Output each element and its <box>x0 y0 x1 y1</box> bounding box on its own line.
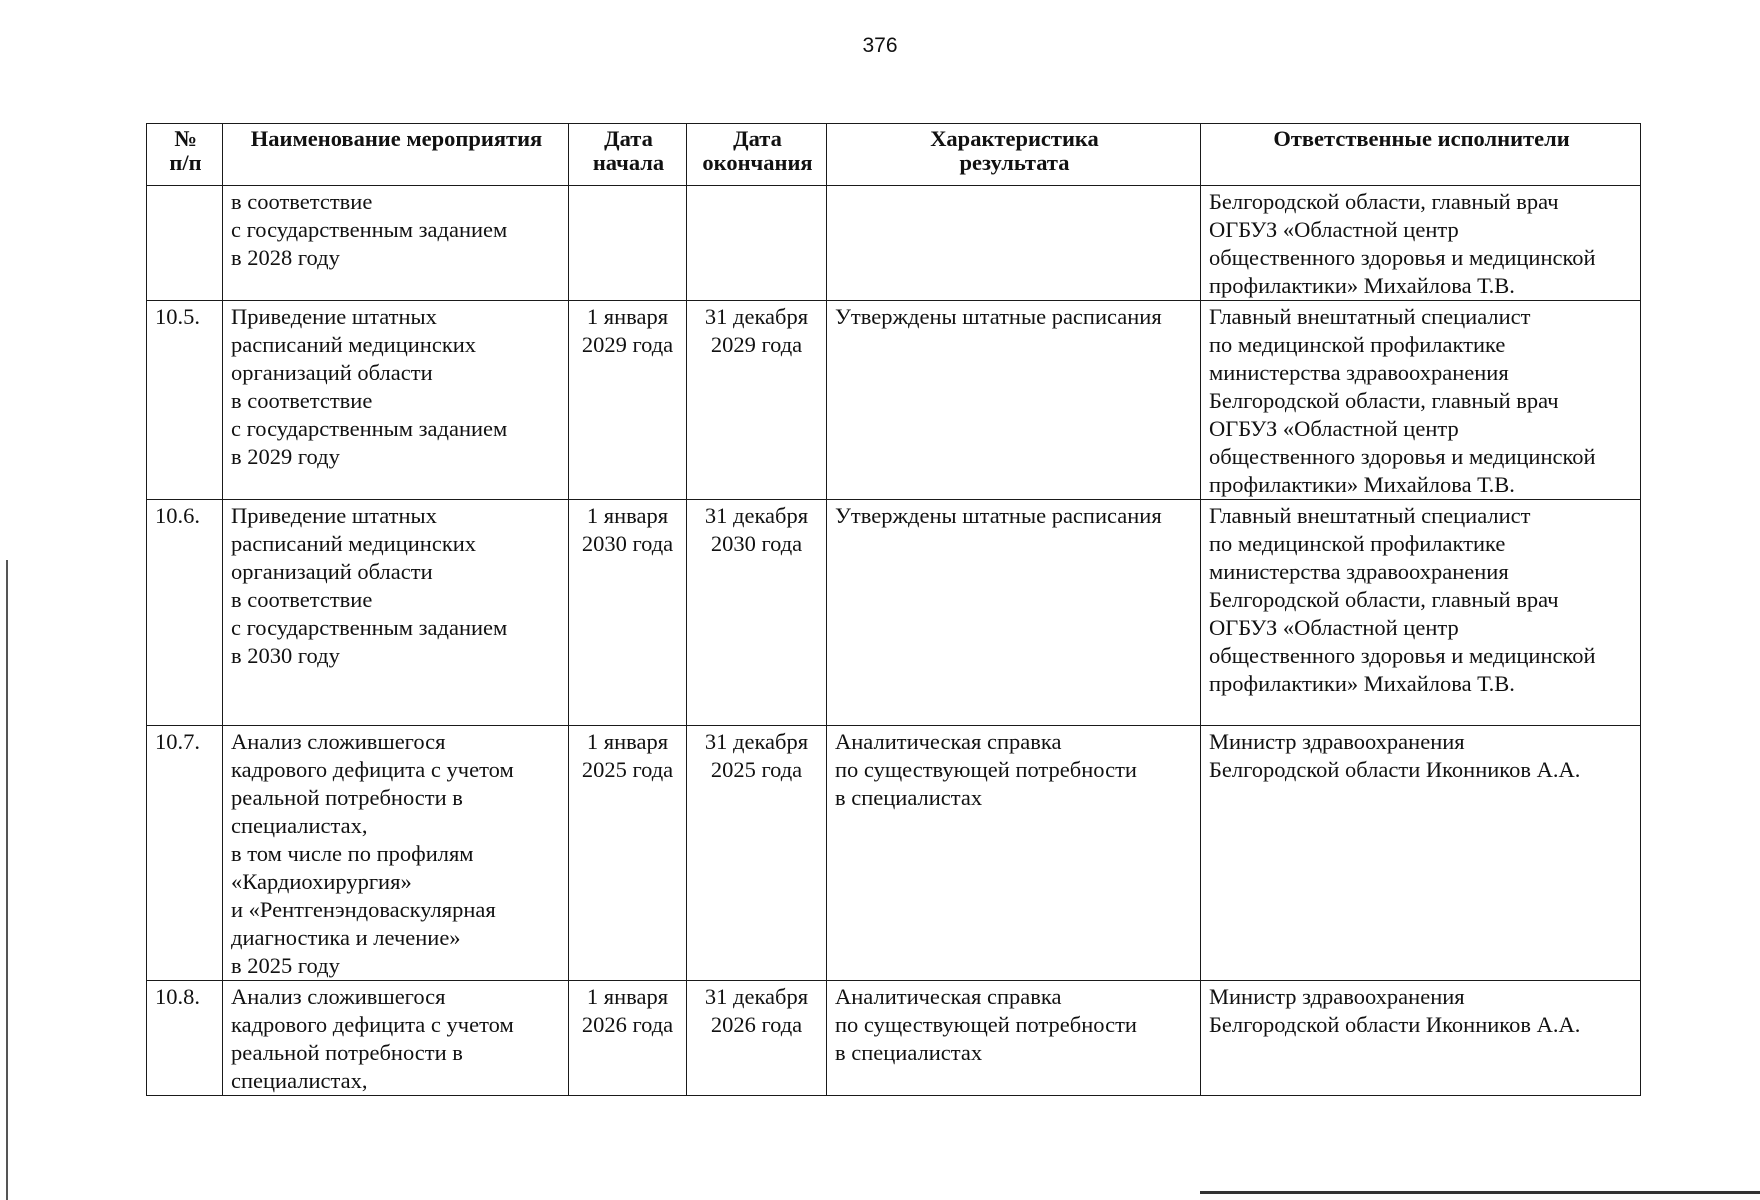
row-start-date: 1 января 2026 года <box>569 981 687 1096</box>
header-result: Характеристика результата <box>827 124 1201 186</box>
table-row <box>147 301 1641 500</box>
scan-bottom-line <box>1200 1191 1760 1194</box>
row-result: Утверждены штатные расписания <box>827 500 1201 726</box>
row-name: Анализ сложившегося кадрового дефицита с учетом реальной потребности в специалистах, в том числе по профилям «Кардиохирургия» и «Рентгенэндоваскулярная диагностика и лечение» в 2025 году <box>223 726 569 981</box>
row-responsible: Главный внештатный специалист по медицинской профилактике министерства здравоохранения Белгородской области, главный врач ОГБУЗ «Областной центр общественного здоровья и медицинской профилактики» Михайлова Т.В. <box>1201 500 1641 726</box>
row-responsible: Министр здравоохранения Белгородской области Иконников А.А. <box>1201 981 1641 1096</box>
row-name: в соответствие с государственным заданием в 2028 году <box>223 186 569 301</box>
row-end-date: 31 декабря 2025 года <box>687 726 827 981</box>
row-start-date: 1 января 2030 года <box>569 500 687 726</box>
row-name: Приведение штатных расписаний медицинских организаций области в соответствие с государственным заданием в 2030 году <box>223 500 569 726</box>
row-end-date <box>687 186 827 301</box>
header-name: Наименование мероприятия <box>223 124 569 186</box>
row-end-date: 31 декабря 2030 года <box>687 500 827 726</box>
row-num: 10.7. <box>147 726 223 981</box>
header-end-date: Дата окончания <box>687 124 827 186</box>
table-row <box>147 500 1641 726</box>
row-num: 10.8. <box>147 981 223 1096</box>
row-start-date: 1 января 2025 года <box>569 726 687 981</box>
row-start-date: 1 января 2029 года <box>569 301 687 500</box>
row-responsible: Белгородской области, главный врач ОГБУЗ «Областной центр общественного здоровья и медицинской профилактики» Михайлова Т.В. <box>1201 186 1641 301</box>
row-responsible: Министр здравоохранения Белгородской области Иконников А.А. <box>1201 726 1641 981</box>
row-name: Приведение штатных расписаний медицинских организаций области в соответствие с государственным заданием в 2029 году <box>223 301 569 500</box>
header-start-date: Дата начала <box>569 124 687 186</box>
row-num <box>147 186 223 301</box>
row-result: Аналитическая справка по существующей потребности в специалистах <box>827 726 1201 981</box>
header-num: № п/п <box>147 124 223 186</box>
row-result: Утверждены штатные расписания <box>827 301 1201 500</box>
table-row <box>147 186 1641 301</box>
header-responsible: Ответственные исполнители <box>1201 124 1641 186</box>
row-result <box>827 186 1201 301</box>
table-row <box>147 726 1641 981</box>
table-header-row <box>147 124 1641 186</box>
row-start-date <box>569 186 687 301</box>
row-end-date: 31 декабря 2029 года <box>687 301 827 500</box>
table-row <box>147 981 1641 1096</box>
row-num: 10.5. <box>147 301 223 500</box>
row-responsible: Главный внештатный специалист по медицинской профилактике министерства здравоохранения Белгородской области, главный врач ОГБУЗ «Областной центр общественного здоровья и медицинской профилактики» Михайлова Т.В. <box>1201 301 1641 500</box>
page-number: 376 <box>862 34 898 57</box>
row-result: Аналитическая справка по существующей потребности в специалистах <box>827 981 1201 1096</box>
row-name: Анализ сложившегося кадрового дефицита с учетом реальной потребности в специалистах, <box>223 981 569 1096</box>
row-end-date: 31 декабря 2026 года <box>687 981 827 1096</box>
scan-edge-line <box>6 560 8 1200</box>
row-num: 10.6. <box>147 500 223 726</box>
events-table <box>146 123 1641 1096</box>
